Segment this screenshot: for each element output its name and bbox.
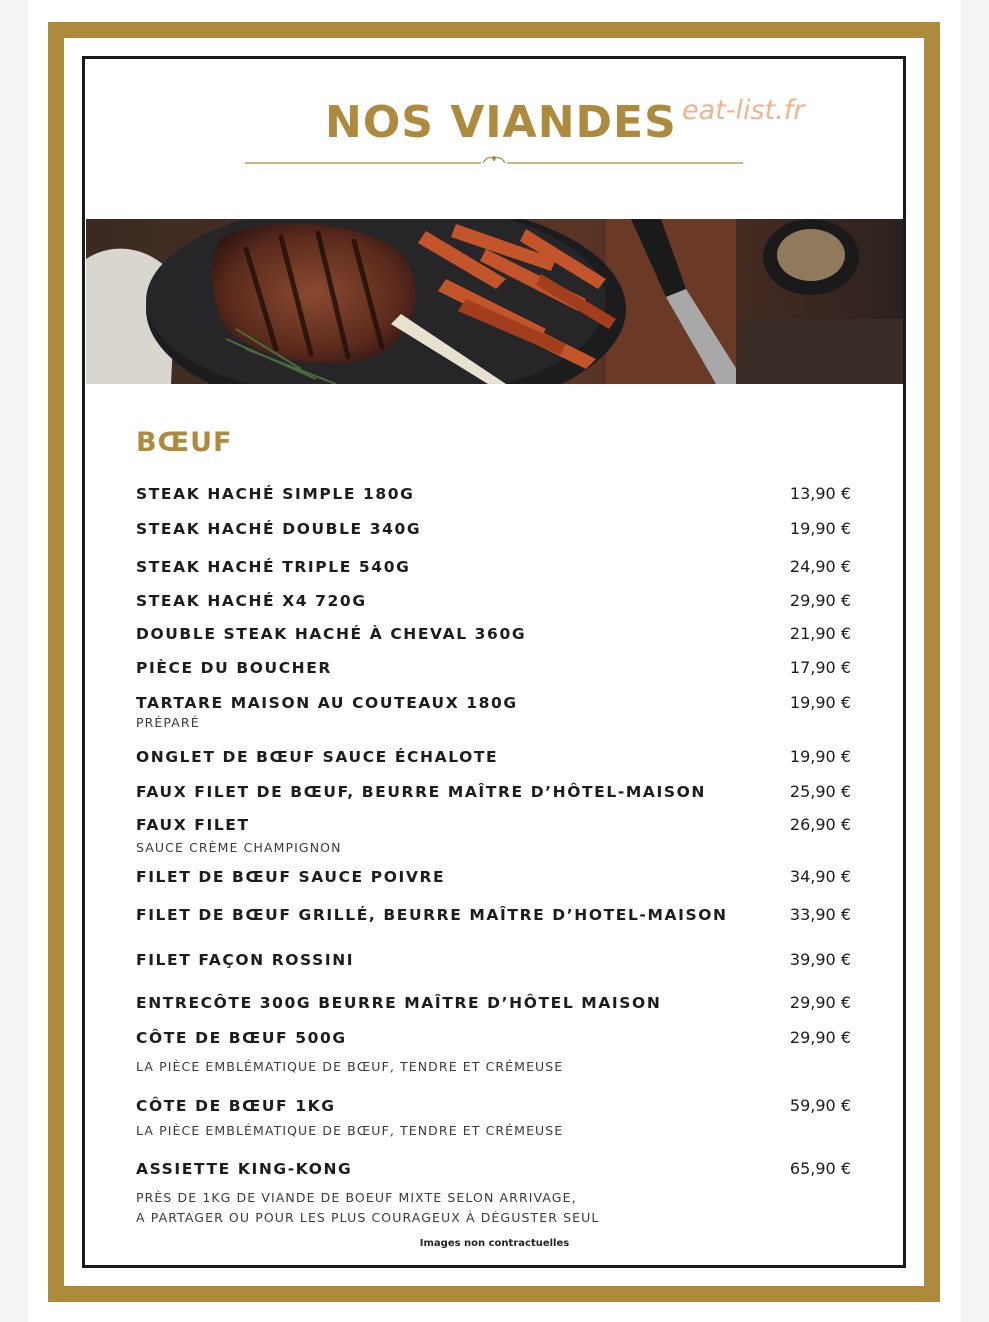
menu-item-price: 17,90 € xyxy=(789,658,851,677)
disclaimer-note: Images non contractuelles xyxy=(419,1238,570,1249)
menu-item-description: PRÉPARÉ xyxy=(136,715,200,730)
menu-item-name: ASSIETTE KING-KONG xyxy=(136,1160,353,1178)
menu-item-price: 21,90 € xyxy=(789,624,851,643)
menu-item-name: CÔTE DE BŒUF 1KG xyxy=(136,1097,336,1115)
menu-item-price: 24,90 € xyxy=(789,557,851,576)
menu-item-name: ENTRECÔTE 300G BEURRE MAÎTRE D’HÔTEL MAISON xyxy=(136,994,662,1012)
menu-item-name: PIÈCE DU BOUCHER xyxy=(136,659,332,677)
menu-item-price: 13,90 € xyxy=(789,484,851,503)
menu-item-name: FILET DE BŒUF GRILLÉ, BEURRE MAÎTRE D’HOTEL-MAISON xyxy=(136,906,728,924)
menu-item-name: CÔTE DE BŒUF 500G xyxy=(136,1029,347,1047)
menu-item-price: 25,90 € xyxy=(789,782,851,801)
page-title: NOS VIANDES xyxy=(325,97,677,148)
menu-item-description: SAUCE CRÈME CHAMPIGNON xyxy=(136,840,342,855)
menu-item-price: 19,90 € xyxy=(789,693,851,712)
menu-item-price: 39,90 € xyxy=(789,950,851,969)
menu-item-price: 65,90 € xyxy=(789,1159,851,1178)
menu-item-price: 34,90 € xyxy=(789,867,851,886)
menu-item-price: 29,90 € xyxy=(789,993,851,1012)
menu-item-price: 19,90 € xyxy=(789,519,851,538)
menu-item-name: STEAK HACHÉ DOUBLE 340G xyxy=(136,520,422,538)
menu-item-name: FAUX FILET xyxy=(136,816,250,834)
menu-item-name: TARTARE MAISON AU COUTEAUX 180G xyxy=(136,694,518,712)
menu-item-price: 33,90 € xyxy=(789,905,851,924)
menu-item-name: ONGLET DE BŒUF SAUCE ÉCHALOTE xyxy=(136,748,499,766)
section-title-boeuf: BŒUF xyxy=(136,427,233,458)
menu-item-name: DOUBLE STEAK HACHÉ À CHEVAL 360G xyxy=(136,625,527,643)
menu-item-description: LA PIÈCE EMBLÉMATIQUE DE BŒUF, TENDRE ET CRÉMEUSE xyxy=(136,1123,564,1138)
menu-item-name: STEAK HACHÉ X4 720G xyxy=(136,592,367,610)
menu-item-price: 29,90 € xyxy=(789,1028,851,1047)
menu-item-price: 26,90 € xyxy=(789,815,851,834)
menu-item-price: 29,90 € xyxy=(789,591,851,610)
menu-item-name: STEAK HACHÉ SIMPLE 180G xyxy=(136,485,415,503)
menu-item-price: 59,90 € xyxy=(789,1096,851,1115)
menu-item-description: PRÈS DE 1KG DE VIANDE DE BOEUF MIXTE SELON ARRIVAGE, xyxy=(136,1190,577,1205)
menu-item-name: FILET FAÇON ROSSINI xyxy=(136,951,355,969)
menu-item-description: LA PIÈCE EMBLÉMATIQUE DE BŒUF, TENDRE ET CRÉMEUSE xyxy=(136,1059,564,1074)
menu-item-name: FILET DE BŒUF SAUCE POIVRE xyxy=(136,868,446,886)
menu-item-price: 19,90 € xyxy=(789,747,851,766)
title-divider-ornament xyxy=(245,152,743,168)
watermark-text: eat-list.fr xyxy=(682,95,805,126)
menu-item-name: STEAK HACHÉ TRIPLE 540G xyxy=(136,558,411,576)
menu-item-description: A PARTAGER OU POUR LES PLUS COURAGEUX À DÉGUSTER SEUL xyxy=(136,1210,600,1225)
grilled-steak-fries-knife-photo xyxy=(86,219,903,384)
menu-item-name: FAUX FILET DE BŒUF, BEURRE MAÎTRE D’HÔTEL-MAISON xyxy=(136,783,706,801)
